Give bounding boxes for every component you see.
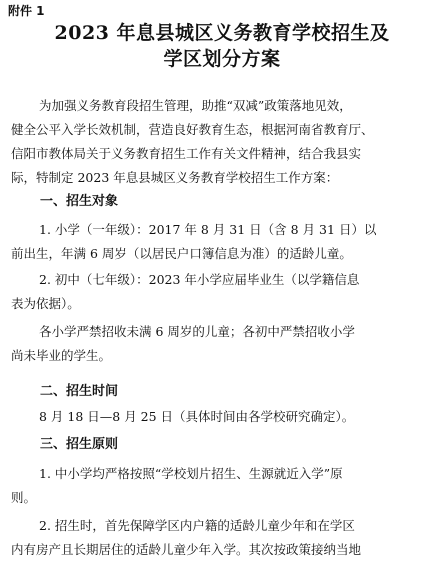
section2-text [11, 405, 433, 429]
section1-item2-line-2: 表为依据）。 [11, 296, 80, 311]
section3-item2 [11, 514, 433, 562]
section1-note-line-2: 尚未毕业的学生。 [11, 348, 112, 363]
section1-item1-line-1: 1. 小学（一年级）：2017 年 8 月 31 日（含 8 月 31 日）以 [39, 222, 377, 237]
section1-item2-line-1: 2. 初中（七年级）：2023 年小学应届毕业生（以学籍信息 [39, 272, 360, 287]
section-heading-enrollment-time: 二、招生时间 [40, 384, 119, 399]
section2-text-line: 8 月 18 日—8 月 25 日（具体时间由各学校研究确定）。 [39, 409, 355, 424]
attachment-label: 附件 1 [8, 4, 45, 18]
intro-line-3: 信阳市教体局关于义务教育招生工作有关文件精神，结合我县实 [11, 146, 362, 161]
section3-item2-line-1: 2. 招生时，首先保障学区内户籍的适龄儿童少年和在学区 [39, 518, 355, 533]
section1-item1 [11, 218, 433, 266]
section1-note-line-1: 各小学严禁招收未满 6 周岁的儿童；各初中严禁招收小学 [39, 324, 355, 339]
section1-note [11, 320, 433, 368]
section3-item2-line-2: 内有房产且长期居住的适龄儿童少年入学。其次按政策接纳当地 [11, 542, 362, 557]
document-title-line-2: 学区划分方案 [163, 48, 281, 70]
section3-item1-line-2: 则。 [11, 490, 37, 505]
section1-item1-line-2: 前出生，年满 6 周岁（以居民户口簿信息为准）的适龄儿童。 [11, 246, 352, 261]
intro-line-4: 际，特制定 2023 年息县城区义务教育学校招生工作方案： [11, 170, 339, 185]
section-heading-enrollment-principles: 三、招生原则 [40, 437, 119, 452]
intro-line-2: 健全公平入学长效机制，营造良好教育生态，根据河南省教育厅、 [11, 122, 374, 137]
section1-item2 [11, 268, 433, 316]
section3-item1 [11, 462, 433, 510]
intro-line-1: 为加强义务教育段招生管理，助推“双减”政策落地见效， [39, 98, 352, 113]
section3-item1-line-1: 1. 中小学均严格按照“学校划片招生、生源就近入学”原 [39, 466, 343, 481]
section-heading-enrollment-targets: 一、招生对象 [40, 194, 119, 209]
document-title-line-1: 2023 年息县城区义务教育学校招生及 [54, 22, 390, 44]
intro-paragraph [11, 94, 433, 190]
